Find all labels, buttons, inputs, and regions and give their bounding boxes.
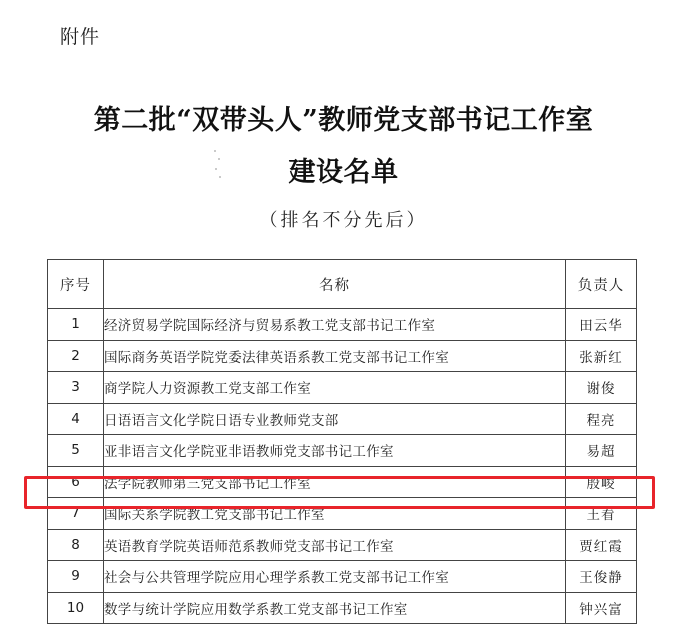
- row-serial-number: 2: [48, 340, 104, 372]
- row-studio-name: 数学与统计学院应用数学系教工党支部书记工作室: [104, 592, 566, 624]
- row-person-in-charge: 殷峻: [566, 466, 637, 498]
- row-person-in-charge: 程亮: [566, 403, 637, 435]
- table-row: [48, 372, 637, 404]
- row-serial-number: 8: [48, 529, 104, 561]
- table-row: [48, 435, 637, 467]
- attachment-label: 附件: [60, 26, 101, 48]
- row-studio-name: 日语语言文化学院日语专业教师党支部: [104, 403, 566, 435]
- table-row: [48, 466, 637, 498]
- table-row: [48, 340, 637, 372]
- header-name: 名称: [104, 260, 566, 309]
- document-subtitle: （排名不分先后）: [259, 210, 428, 231]
- row-studio-name: 商学院人力资源教工党支部工作室: [104, 372, 566, 404]
- row-person-in-charge: 贾红霞: [566, 529, 637, 561]
- row-studio-name: 英语教育学院英语师范系教师党支部书记工作室: [104, 529, 566, 561]
- row-person-in-charge: 王看: [566, 498, 637, 530]
- table-row: [48, 592, 637, 624]
- row-person-in-charge: 张新红: [566, 340, 637, 372]
- row-serial-number: 1: [48, 309, 104, 341]
- row-studio-name: 经济贸易学院国际经济与贸易系教工党支部书记工作室: [104, 309, 566, 341]
- row-studio-name: 亚非语言文化学院亚非语教师党支部书记工作室: [104, 435, 566, 467]
- row-serial-number: 10: [48, 592, 104, 624]
- roster-table: [47, 259, 637, 624]
- document-title-line-2: 建设名单: [288, 157, 399, 188]
- row-serial-number: 7: [48, 498, 104, 530]
- row-serial-number: 9: [48, 561, 104, 593]
- table-row: [48, 561, 637, 593]
- row-studio-name: 国际商务英语学院党委法律英语系教工党支部书记工作室: [104, 340, 566, 372]
- row-serial-number: 4: [48, 403, 104, 435]
- row-serial-number: 6: [48, 466, 104, 498]
- row-serial-number: 3: [48, 372, 104, 404]
- table-row-highlighted: [48, 498, 637, 530]
- document-title-line-1: 第二批“双带头人”教师党支部书记工作室: [93, 105, 594, 136]
- row-serial-number: 5: [48, 435, 104, 467]
- row-person-in-charge: 王俊静: [566, 561, 637, 593]
- table-row: [48, 309, 637, 341]
- header-person-in-charge: 负责人: [566, 260, 637, 309]
- table-row: [48, 529, 637, 561]
- header-serial-number: 序号: [48, 260, 104, 309]
- row-studio-name: 国际关系学院教工党支部书记工作室: [104, 498, 566, 530]
- row-person-in-charge: 易超: [566, 435, 637, 467]
- table-header-row: [48, 260, 637, 309]
- row-person-in-charge: 钟兴富: [566, 592, 637, 624]
- row-person-in-charge: 田云华: [566, 309, 637, 341]
- table-row: [48, 403, 637, 435]
- row-studio-name: 法学院教师第三党支部书记工作室: [104, 466, 566, 498]
- row-person-in-charge: 谢俊: [566, 372, 637, 404]
- row-studio-name: 社会与公共管理学院应用心理学系教工党支部书记工作室: [104, 561, 566, 593]
